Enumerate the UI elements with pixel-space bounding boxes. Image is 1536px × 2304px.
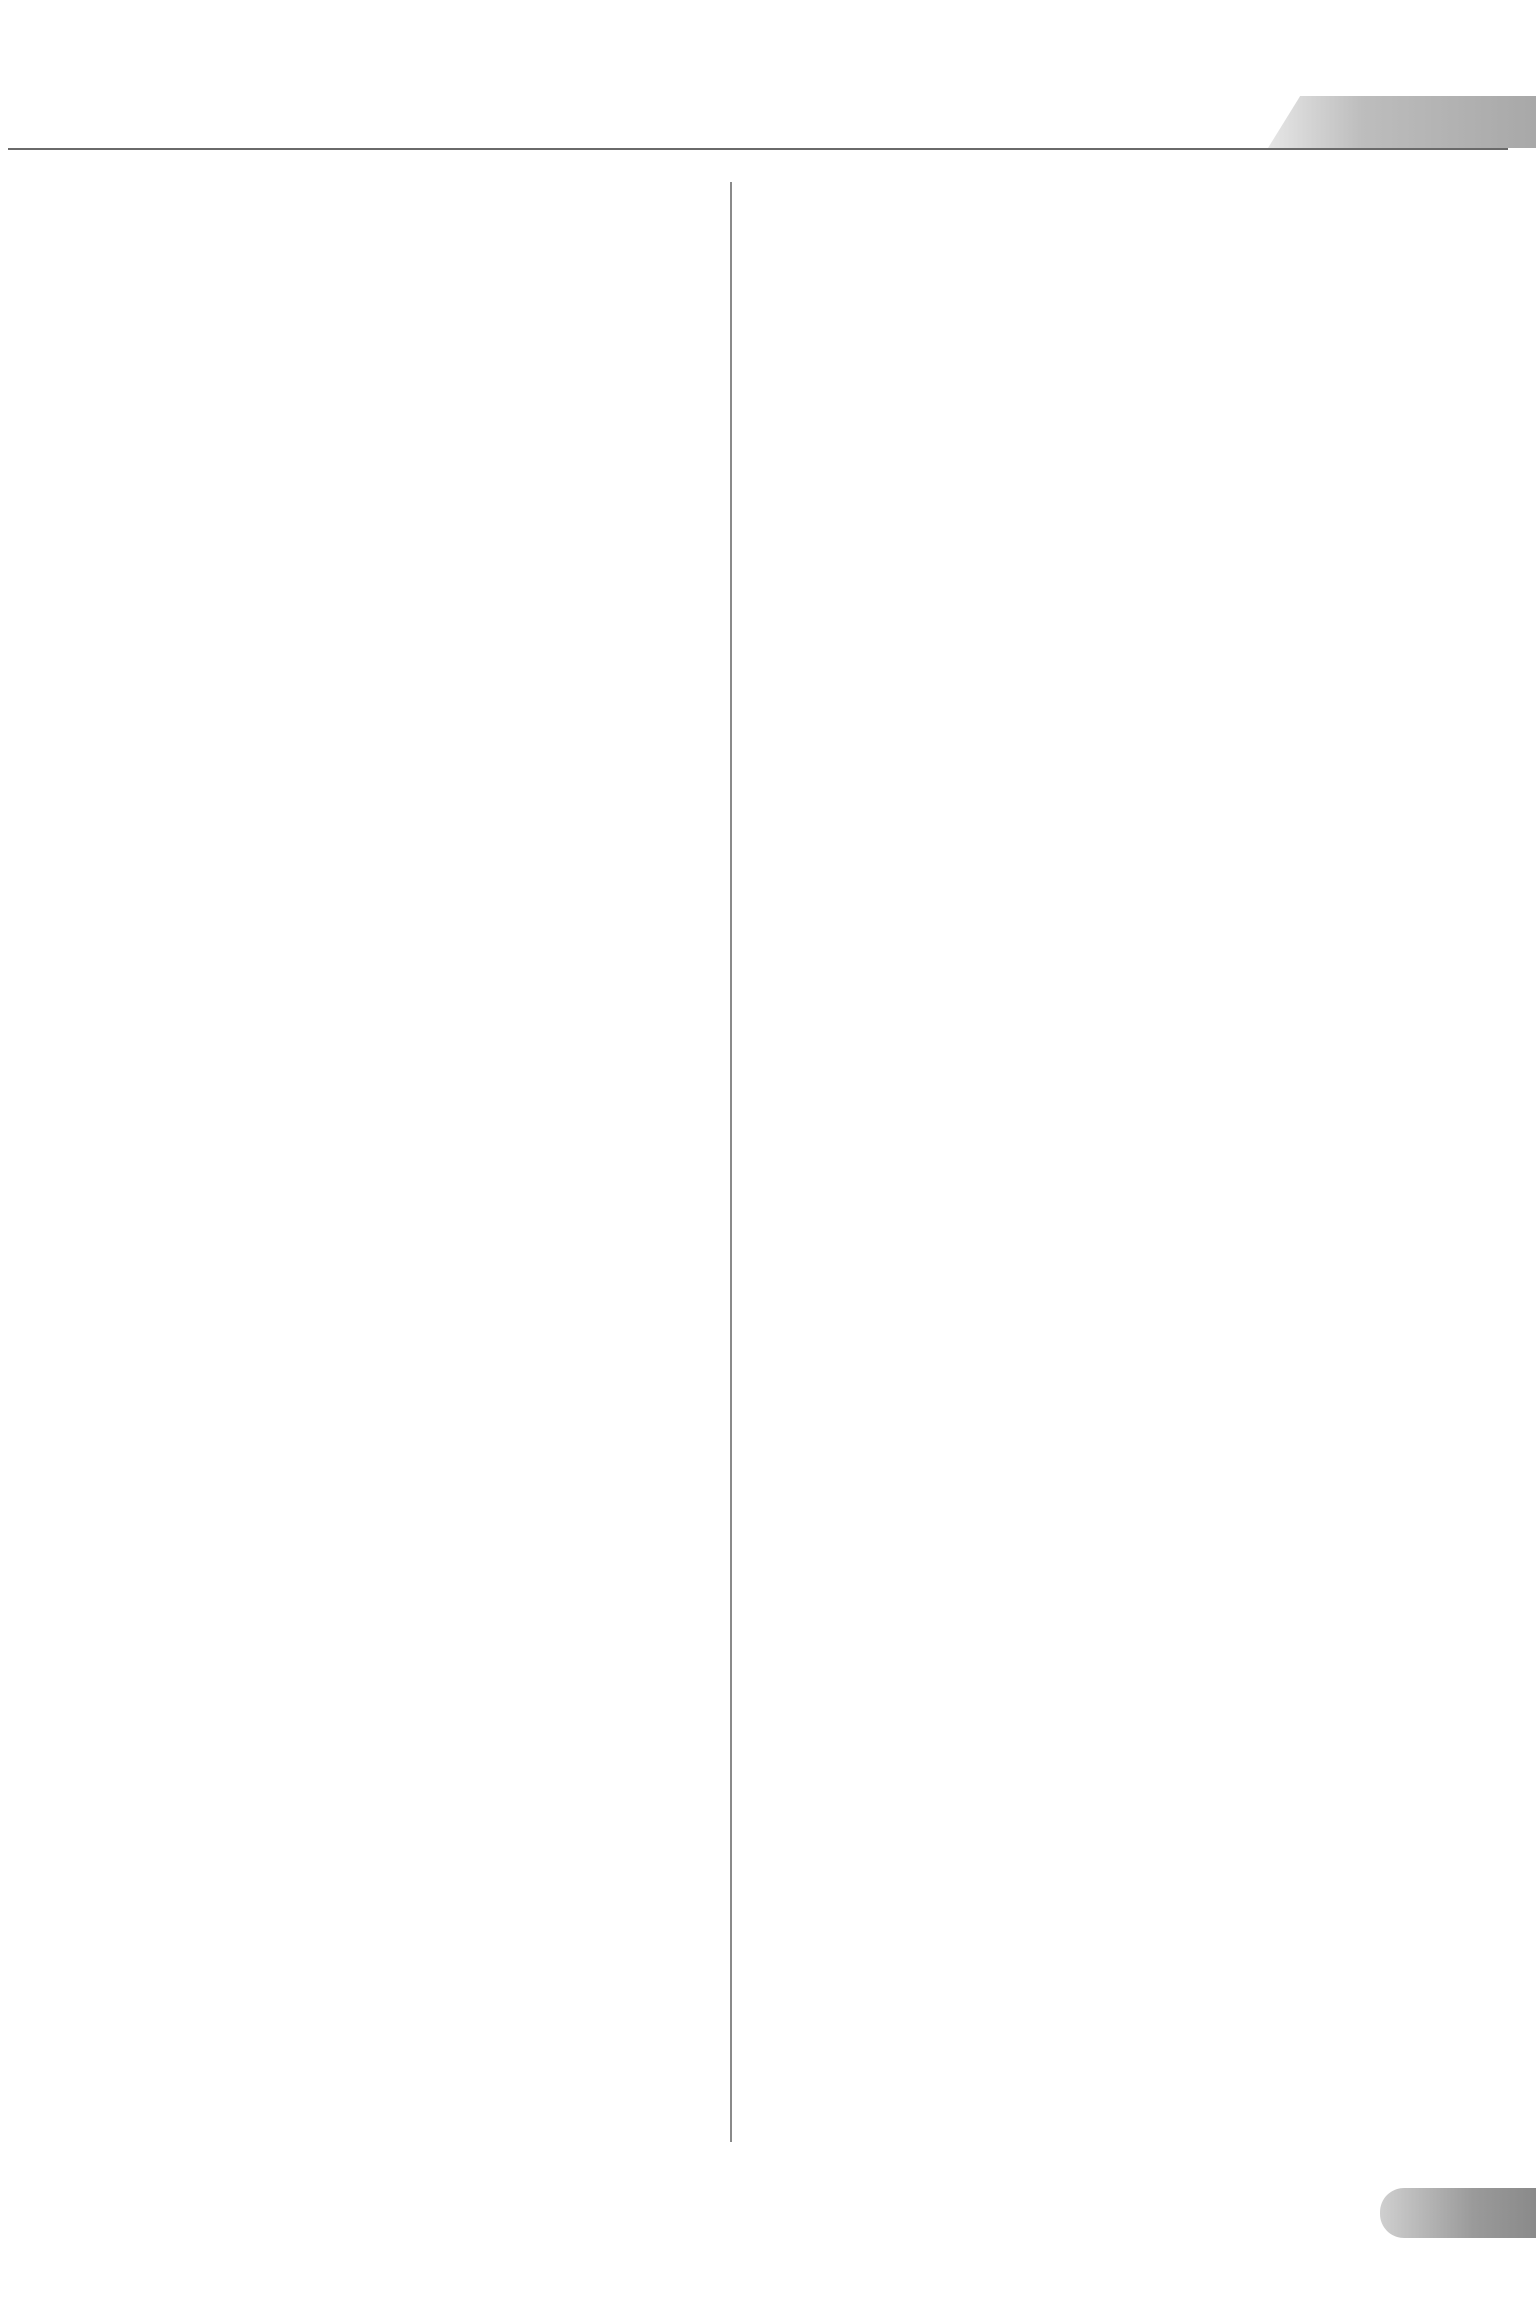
column-divider: [730, 182, 732, 2142]
header-tab: [1268, 96, 1536, 148]
page-number-tab: [1380, 2188, 1536, 2238]
header-rule: [8, 148, 1508, 150]
